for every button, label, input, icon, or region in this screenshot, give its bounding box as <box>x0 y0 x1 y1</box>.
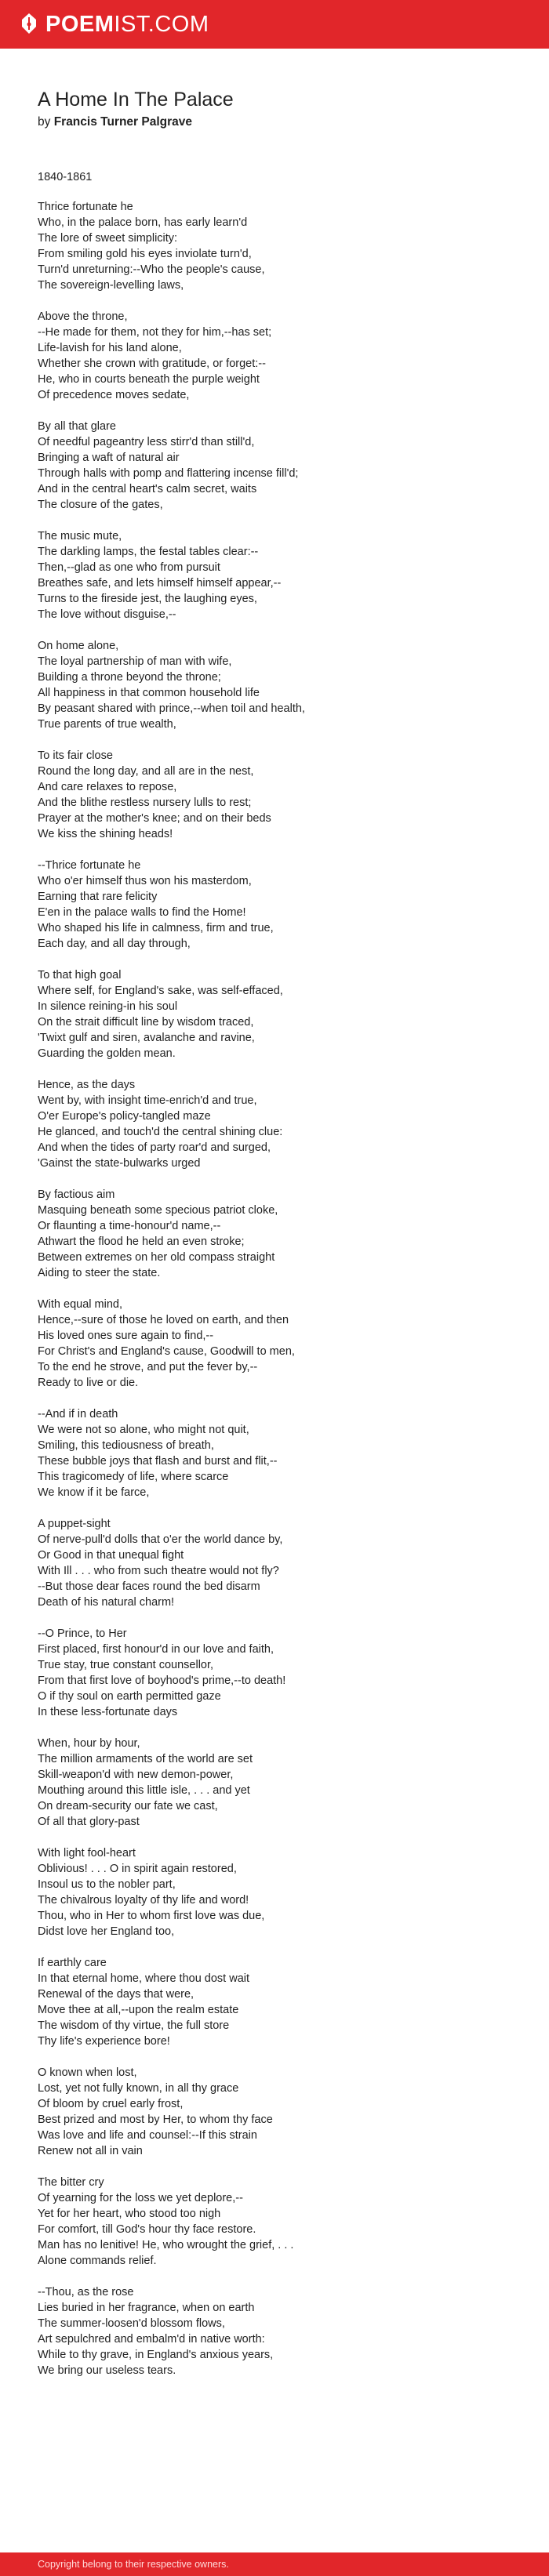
poem-line: E'en in the palace walls to find the Home! <box>38 906 246 919</box>
poem-line: By peasant shared with prince,--when toil and health, <box>38 702 305 715</box>
poem-line: In that eternal home, where thou dost wait <box>38 1972 250 1985</box>
poem-line: Athwart the flood he held an even stroke; <box>38 1235 245 1248</box>
site-logo[interactable] <box>20 12 209 38</box>
poem-line: In these less-fortunate days <box>38 1706 178 1718</box>
poem-line: In silence reining-in his soul <box>38 1000 178 1013</box>
poem-line: On dream-security our fate we cast, <box>38 1800 218 1812</box>
poem-line: Above the throne, <box>38 310 128 323</box>
poem-line: Earning that rare felicity <box>38 891 158 903</box>
by-label: by <box>38 115 51 129</box>
poem-line: The bitter cry <box>38 2176 104 2189</box>
brand-strong: POEM <box>45 11 115 37</box>
poem-line: Round the long day, and all are in the nest, <box>38 765 254 778</box>
poem-line: On home alone, <box>38 640 119 652</box>
poem-stanza <box>38 1187 508 1281</box>
poem-line: Of bloom by cruel early frost, <box>38 2098 184 2110</box>
poem-stanza <box>38 1626 508 1720</box>
poem-line: We kiss the shining heads! <box>38 828 173 840</box>
poem-stanza <box>38 1736 508 1830</box>
poem-line: Hence, as the days <box>38 1079 136 1091</box>
poem-stanza <box>38 1077 508 1171</box>
poem-line: The love without disguise,-- <box>38 608 176 621</box>
poem-line: And the blithe restless nursery lulls to rest; <box>38 796 252 809</box>
poem-line: A puppet-sight <box>38 1518 111 1530</box>
poem-line: Thou, who in Her to whom first love was due, <box>38 1910 265 1922</box>
poem-line: Renewal of the days that were, <box>38 1988 195 2001</box>
poem-line: If earthly care <box>38 1957 107 1969</box>
poem-line: Thrice fortunate he <box>38 201 133 213</box>
poem-line: Then,--glad as one who from pursuit <box>38 561 220 574</box>
poem-line: Death of his natural charm! <box>38 1596 175 1609</box>
poem-line: Bringing a waft of natural air <box>38 452 180 464</box>
poem-line: Who shaped his life in calmness, firm and true, <box>38 922 274 934</box>
poem-stanza <box>38 199 508 293</box>
poem-line: On the strait difficult line by wisdom traced, <box>38 1016 254 1029</box>
poem-stanza <box>38 1516 508 1610</box>
poem-line: --O Prince, to Her <box>38 1627 127 1640</box>
poem-line: Of all that glory-past <box>38 1816 140 1828</box>
poem-line: Each day, and all day through, <box>38 938 191 950</box>
poem-line: Breathes safe, and lets himself himself appear,-- <box>38 577 282 590</box>
poem-line: The chivalrous loyalty of thy life and word! <box>38 1894 249 1907</box>
poem-line: Of yearning for the loss we yet deplore,-- <box>38 2192 243 2204</box>
poem-line: All happiness in that common household life <box>38 687 260 699</box>
poem-line: Or Good in that unequal fight <box>38 1549 184 1562</box>
poem-content <box>38 86 508 2394</box>
poem-line: True parents of true wealth, <box>38 718 176 731</box>
poem-line: Of nerve-pull'd dolls that o'er the world dance by, <box>38 1533 283 1546</box>
poem-line: Through halls with pomp and flattering incense fill'd; <box>38 467 299 480</box>
copyright-text: Copyright belong to their respective owners. <box>38 2559 229 2570</box>
poem-line: With Ill . . . who from such theatre would not fly? <box>38 1565 279 1577</box>
poem-line: From that first love of boyhood's prime,--to death! <box>38 1674 286 1687</box>
poem-line: Best prized and most by Her, to whom thy face <box>38 2113 273 2126</box>
brand-name <box>45 12 209 38</box>
site-footer <box>0 2552 549 2576</box>
poem-line: Renew not all in vain <box>38 2145 143 2157</box>
site-header <box>0 0 549 49</box>
poem-stanza <box>38 858 508 952</box>
poem-line: Man has no lenitive! He, who wrought the grief, . . . <box>38 2239 294 2251</box>
poem-date: 1840-1861 <box>38 171 93 183</box>
poem-line: Who o'er himself thus won his masterdom, <box>38 875 252 887</box>
poem-stanza <box>38 1845 508 1939</box>
poem-line: O if thy soul on earth permitted gaze <box>38 1690 221 1703</box>
quill-logo-icon <box>20 13 38 36</box>
poem-line: The closure of the gates, <box>38 499 163 511</box>
poem-stanza <box>38 528 508 622</box>
poem-line: Turns to the fireside jest, the laughing eyes, <box>38 593 257 605</box>
brand-light: IST.COM <box>114 11 209 37</box>
poem-line: For Christ's and England's cause, Goodwill to men, <box>38 1345 295 1358</box>
poem-line: Between extremes on her old compass straight <box>38 1251 275 1264</box>
poem-line: Didst love her England too, <box>38 1925 175 1938</box>
poem-line: Prayer at the mother's knee; and on their beds <box>38 812 271 825</box>
poem-line: The wisdom of thy virtue, the full store <box>38 2019 230 2032</box>
poem-line: The million armaments of the world are set <box>38 1753 253 1765</box>
poem-line: Guarding the golden mean. <box>38 1047 176 1060</box>
poem-line: Of precedence moves sedate, <box>38 389 190 401</box>
poem-line: Ready to live or die. <box>38 1377 139 1389</box>
poem-line: By factious aim <box>38 1188 115 1201</box>
poem-line: While to thy grave, in England's anxious years, <box>38 2349 274 2361</box>
poem-line: Life-lavish for his land alone, <box>38 342 182 354</box>
poem-line: We bring our useless tears. <box>38 2364 176 2377</box>
poem-stanza <box>38 1406 508 1500</box>
poem-stanza <box>38 967 508 1061</box>
poem-line: Went by, with insight time-enrich'd and true, <box>38 1094 257 1107</box>
poem-line: --But those dear faces round the bed disarm <box>38 1580 260 1593</box>
poem-line: The sovereign-levelling laws, <box>38 279 184 292</box>
poem-line: O known when lost, <box>38 2066 137 2079</box>
poem-line: Of needful pageantry less stirr'd than still'd, <box>38 436 255 448</box>
poem-line: By all that glare <box>38 420 116 433</box>
poem-line: He, who in courts beneath the purple weight <box>38 373 260 386</box>
poem-line: 'Gainst the state-bulwarks urged <box>38 1157 201 1170</box>
poem-line: True stay, true constant counsellor, <box>38 1659 214 1671</box>
poem-line: Skill-weapon'd with new demon-power, <box>38 1769 234 1781</box>
poem-line: Building a throne beyond the throne; <box>38 671 221 684</box>
poem-line: Thy life's experience bore! <box>38 2035 170 2048</box>
poem-line: Art sepulchred and embalm'd in native worth: <box>38 2333 265 2346</box>
poem-line: We were not so alone, who might not quit, <box>38 1424 249 1436</box>
poem-line: Was love and life and counsel:--If this strain <box>38 2129 257 2142</box>
poem-line: Move thee at all,--upon the realm estate <box>38 2004 239 2016</box>
poem-line: 'Twixt gulf and siren, avalanche and ravine, <box>38 1032 255 1044</box>
poem-stanza <box>38 2065 508 2159</box>
poem-line: With equal mind, <box>38 1298 122 1311</box>
poem-line: The lore of sweet simplicity: <box>38 232 178 245</box>
poem-line: Yet for her heart, who stood too nigh <box>38 2208 221 2220</box>
poem-body <box>38 199 508 2378</box>
poem-stanza <box>38 638 508 732</box>
poem-stanza <box>38 2175 508 2269</box>
poem-line: To its fair close <box>38 749 113 762</box>
poem-line: To the end he strove, and put the fever by,-- <box>38 1361 258 1373</box>
poem-line: To that high goal <box>38 969 122 981</box>
poem-line: --He made for them, not they for him,--has set; <box>38 326 272 339</box>
poem-line: Lost, yet not fully known, in all thy grace <box>38 2082 239 2095</box>
poem-line: Insoul us to the nobler part, <box>38 1878 176 1891</box>
poem-line: The summer-loosen'd blossom flows, <box>38 2317 225 2330</box>
poem-stanza <box>38 748 508 842</box>
poem-line: Who, in the palace born, has early learn'd <box>38 216 248 229</box>
poem-line: The music mute, <box>38 530 122 542</box>
poem-line: These bubble joys that flash and burst and flit,-- <box>38 1455 278 1468</box>
poem-line: He glanced, and touch'd the central shining clue: <box>38 1126 283 1138</box>
poem-line: And in the central heart's calm secret, waits <box>38 483 257 495</box>
poem-line: Alone commands relief. <box>38 2255 157 2267</box>
poem-line: Hence,--sure of those he loved on earth, and then <box>38 1314 289 1326</box>
poem-line: Smiling, this tediousness of breath, <box>38 1439 214 1452</box>
author-link[interactable]: Francis Turner Palgrave <box>53 115 192 129</box>
poem-line: And care relaxes to repose, <box>38 781 177 793</box>
poem-stanza <box>38 419 508 513</box>
poem-line: --Thrice fortunate he <box>38 859 141 872</box>
poem-line: And when the tides of party roar'd and surged, <box>38 1141 271 1154</box>
poem-stanza <box>38 1955 508 2049</box>
poem-line: The loyal partnership of man with wife, <box>38 655 232 668</box>
poem-line: O'er Europe's policy-tangled maze <box>38 1110 211 1123</box>
poem-line: Whether she crown with gratitude, or forget:-- <box>38 357 266 370</box>
poem-byline <box>38 114 508 131</box>
poem-stanza <box>38 309 508 403</box>
poem-line: --And if in death <box>38 1408 118 1420</box>
poem-line: From smiling gold his eyes inviolate turn'd, <box>38 248 252 260</box>
poem-line: When, hour by hour, <box>38 1737 140 1750</box>
poem-line: For comfort, till God's hour thy face restore. <box>38 2223 256 2236</box>
poem-line: Turn'd unreturning:--Who the people's cause, <box>38 263 265 276</box>
poem-stanza <box>38 2284 508 2378</box>
poem-line: Lies buried in her fragrance, when on earth <box>38 2302 255 2314</box>
poem-line: --Thou, as the rose <box>38 2286 134 2298</box>
poem-line: First placed, first honour'd in our love and faith, <box>38 1643 274 1656</box>
poem-stanza <box>38 1297 508 1391</box>
poem-line: Aiding to steer the state. <box>38 1267 161 1279</box>
poem-line: Mouthing around this little isle, . . . and yet <box>38 1784 250 1797</box>
poem-line: His loved ones sure again to find,-- <box>38 1330 214 1342</box>
poem-line: Or flaunting a time-honour'd name,-- <box>38 1220 221 1232</box>
poem-line: Oblivious! . . . O in spirit again restored, <box>38 1863 237 1875</box>
poem-line: This tragicomedy of life, where scarce <box>38 1471 229 1483</box>
poem-line: Masquing beneath some specious patriot cloke, <box>38 1204 278 1217</box>
poem-line: Where self, for England's sake, was self-effaced, <box>38 985 283 997</box>
poem-title: A Home In The Palace <box>38 89 234 111</box>
poem-line: The darkling lamps, the festal tables clear:-- <box>38 546 259 558</box>
poem-line: We know if it be farce, <box>38 1486 150 1499</box>
poem-line: With light fool-heart <box>38 1847 136 1859</box>
